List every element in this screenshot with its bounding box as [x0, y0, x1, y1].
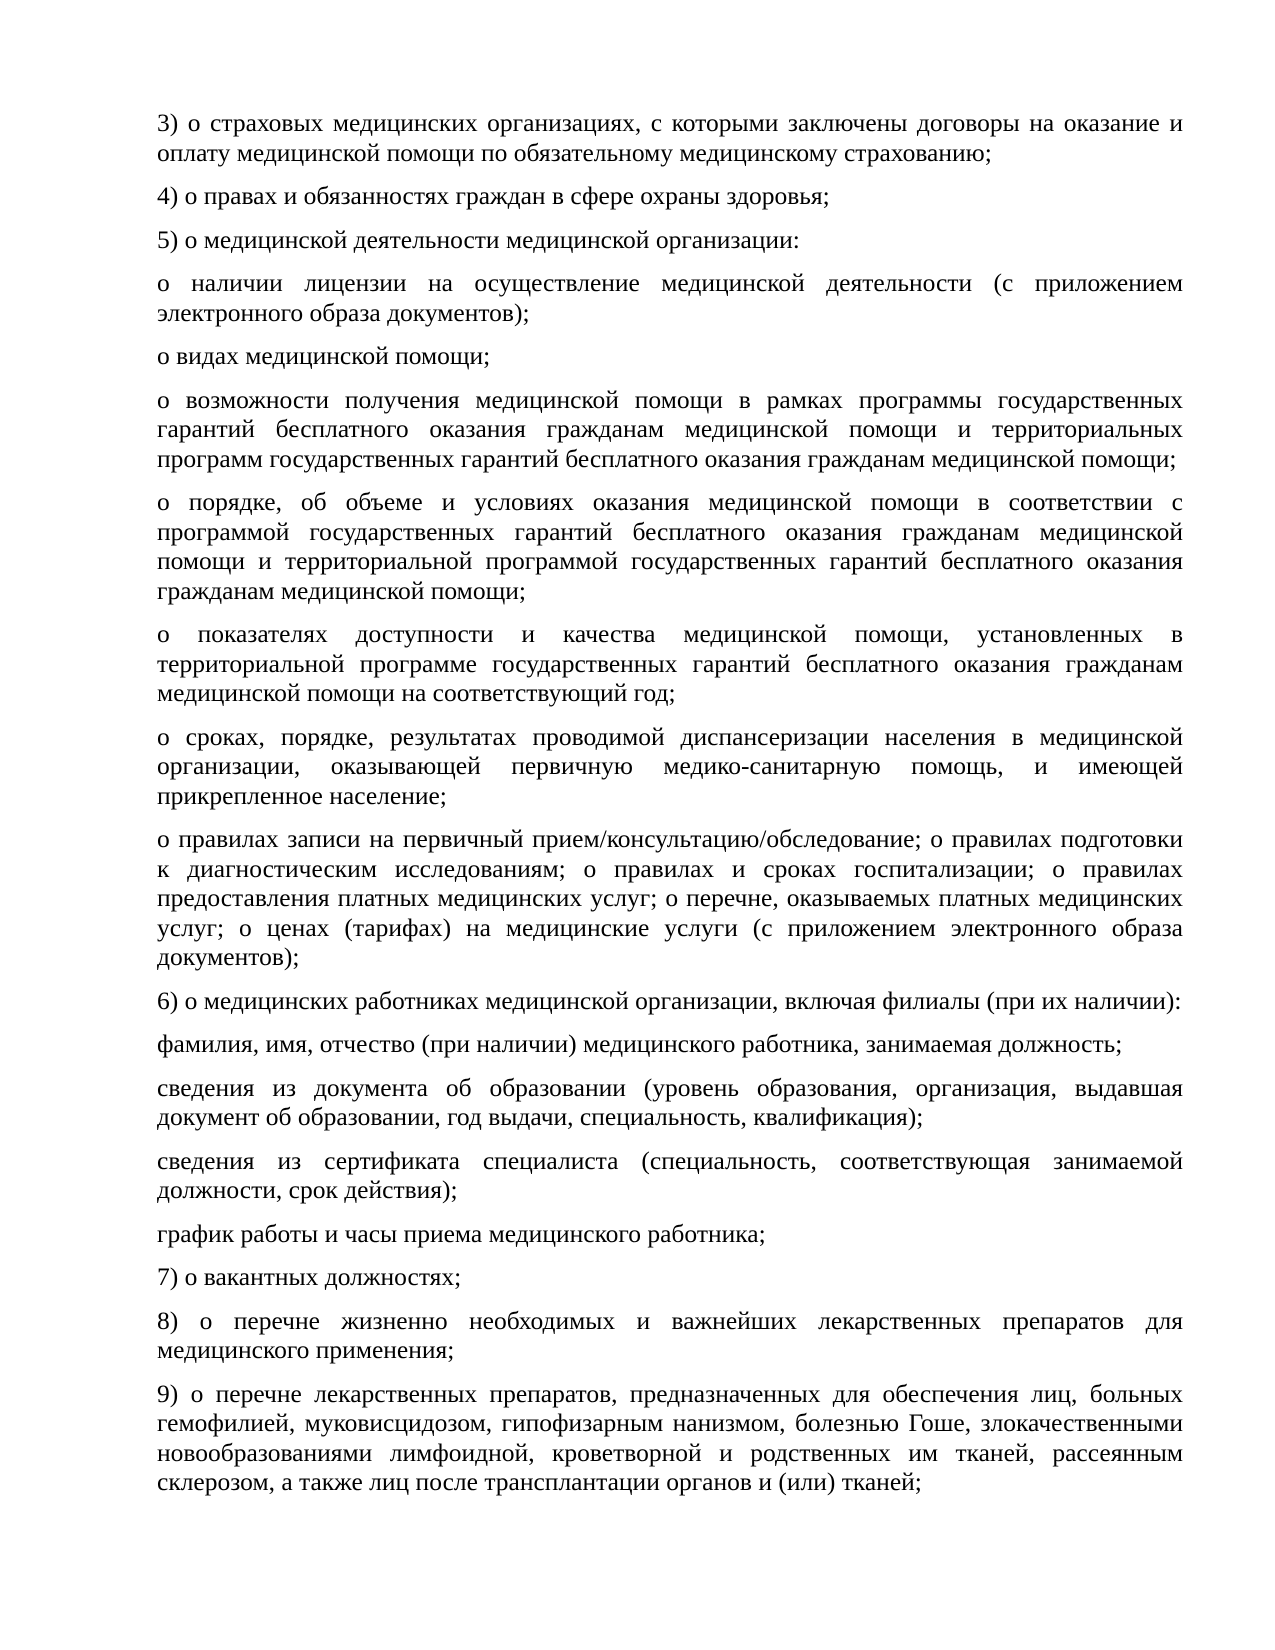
document-paragraph: о возможности получения медицинской помощи в рамках программы государственных гарантий бесплатного оказания гражданам медицинской помощи и территориальных программ государственных гарантий бесплатного оказания гражданам медицинской помощи; [157, 384, 1183, 473]
document-paragraph: 6) о медицинских работниках медицинской организации, включая филиалы (при их наличии): [157, 985, 1182, 1015]
document-paragraph: о порядке, об объеме и условиях оказания медицинской помощи в соответствии с программой государственных гарантий бесплатного оказания гражданам медицинской помощи и территориальной программой государственных гарантий бесплатного оказания гражданам медицинской помощи; [157, 487, 1183, 605]
document-paragraph: 3) о страховых медицинских организациях, с которыми заключены договоры на оказание и оплату медицинской помощи по обязательному медицинскому страхованию; [157, 108, 1183, 167]
document-paragraph: 9) о перечне лекарственных препаратов, предназначенных для обеспечения лиц, больных гемофилией, муковисцидозом, гипофизарным нанизмом, болезнью Гоше, злокачественными новообразованиями лимфоидной, кроветворной и родственных им тканей, рассеянным склерозом, а также лиц после трансплантации органов и (или) тканей; [157, 1378, 1183, 1496]
document-paragraph: 5) о медицинской деятельности медицинской организации: [157, 224, 800, 254]
document-paragraph: о правилах записи на первичный прием/консультацию/обследование; о правилах подготовки к диагностическим исследованиям; о правилах и сроках госпитализации; о правилах предоставления платных медицинских услуг; о перечне, оказываемых платных медицинских услуг; о ценах (тарифах) на медицинские услуги (с приложением электронного образа документов); [157, 824, 1183, 971]
document-paragraph: фамилия, имя, отчество (при наличии) медицинского работника, занимаемая должность; [157, 1029, 1123, 1058]
document-paragraph: 4) о правах и обязанностях граждан в сфере охраны здоровья; [157, 181, 830, 210]
document-paragraph: о сроках, порядке, результатах проводимой диспансеризации населения в медицинской организации, оказывающей первичную медико-санитарную помощь, и имеющей прикрепленное население; [157, 721, 1183, 810]
document-paragraph: сведения из сертификата специалиста (специальность, соответствующая занимаемой должности, срок действия); [157, 1145, 1183, 1204]
document-paragraph: 7) о вакантных должностях; [157, 1262, 462, 1291]
document-paragraph: о показателях доступности и качества медицинской помощи, установленных в территориальной программе государственных гарантий бесплатного оказания гражданам медицинской помощи на соответствующий год; [157, 619, 1183, 707]
document-paragraph: о наличии лицензии на осуществление медицинской деятельности (с приложением электронного образа документов); [157, 268, 1183, 327]
document-paragraph: график работы и часы приема медицинского работника; [157, 1218, 766, 1248]
document-paragraph: 8) о перечне жизненно необходимых и важнейших лекарственных препаратов для медицинского применения; [157, 1305, 1183, 1364]
document-paragraph: о видах медицинской помощи; [157, 341, 491, 370]
document-paragraph: сведения из документа об образовании (уровень образования, организация, выдавшая документ об образовании, год выдачи, специальность, квалификация); [157, 1072, 1183, 1131]
document-content [157, 108, 1183, 1497]
